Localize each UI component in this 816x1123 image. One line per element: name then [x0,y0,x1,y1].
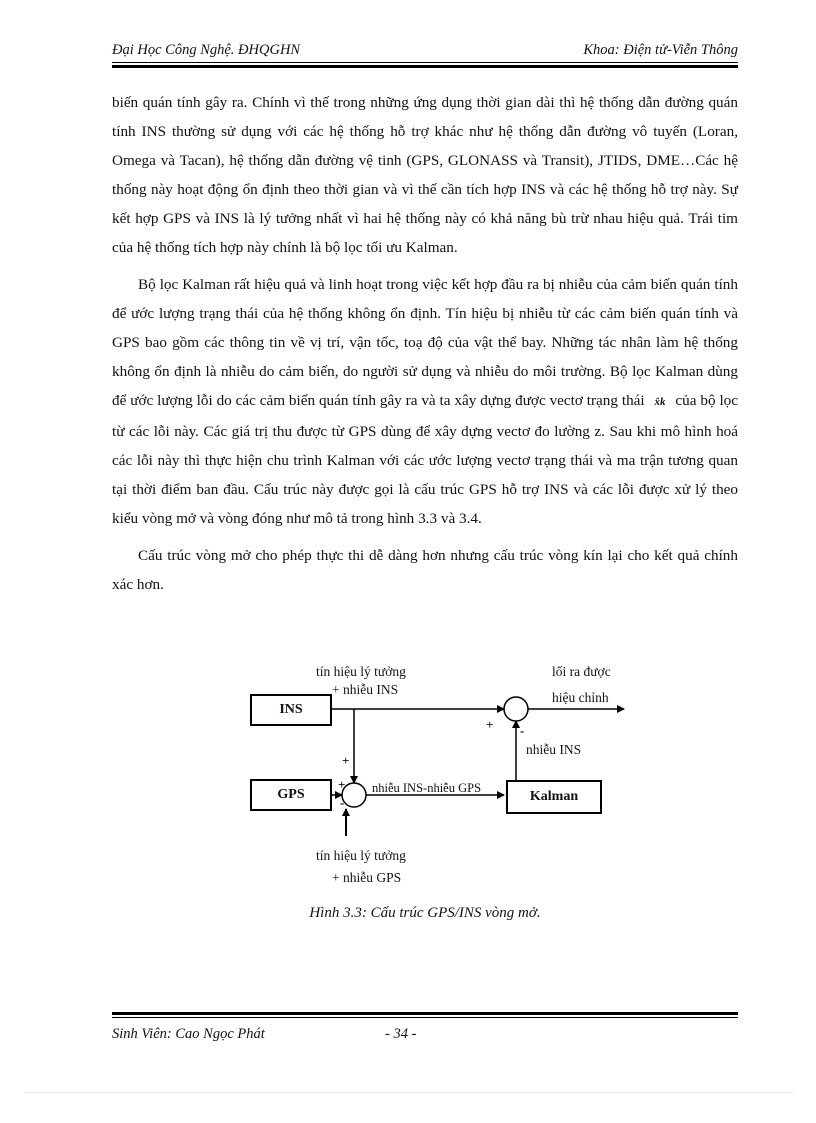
difference-label: nhiễu INS-nhiễu GPS [372,781,482,795]
page-edge-dotted [24,1092,794,1093]
paragraph-2-part-a: Bộ lọc Kalman rất hiệu quả và linh hoạt trong việc kết hợp đầu ra bị nhiễu của cảm biến quán tính để ước lượng trạng thái của hệ thống không ổn định. Tín hiệu bị nhiễu từ các cảm biến quán tính và GPS bao gồm các thông tin về vị trí, vận tốc, toạ độ của vật thể bay. Những tác nhân làm hệ thống không ổn định là nhiễu do cảm biến, do người sử dụng và nhiễu do môi trường. Bộ lọc Kalman dùng để ước lượng lỗi do các cảm biến quán tính gây ra và ta xây dựng được vectơ trạng thái [112,276,738,409]
footer-rule-thick [112,1012,738,1015]
page-header [112,40,738,60]
paragraph-2-part-b: của bộ lọc từ các lỗi này. Các giá trị thu được từ GPS dùng để xây dựng vectơ đo lường z. Sau khi mô hình hoá các lỗi này thì thực hiện chu trình Kalman với các ước lượng vectơ trạng thái và ma trận tương quan tại thời điểm ban đầu. Cấu trúc này được gọi là cấu trúc GPS hỗ trợ INS và các lỗi được xử lý theo kiểu vòng mở và vòng đóng như mô tả trong hình 3.3 và 3.4. [112,392,739,527]
footer-student: Sinh Viên: Cao Ngọc Phát [112,1026,265,1042]
output-label-2: hiệu chỉnh [552,690,609,705]
footer-rule-thin [112,1017,738,1018]
paragraph-2 [112,270,738,533]
figure-caption: Hình 3.3: Cấu trúc GPS/INS vòng mở. [309,905,541,921]
header-faculty: Khoa: Điện tử-Viễn Thông [583,42,738,58]
gps-signal-label-1: tín hiệu lý tưởng [316,848,406,863]
header-university: Đại Học Công Nghệ. ĐHQGHN [112,42,301,58]
header-rule-thin [112,62,738,63]
sign-plus-output: + [486,717,494,732]
header-rule-thick [112,65,738,68]
ins-signal-label-1: tín hiệu lý tưởng [316,664,406,679]
ins-noise-label: nhiễu INS [526,742,582,757]
gps-box: GPS [250,779,332,811]
sign-plus-branch: + [342,753,350,768]
ins-box: INS [250,694,332,726]
gps-signal-label-2: + nhiễu GPS [332,870,402,885]
diagram-connectors [236,650,636,900]
sign-plus-gps: + [338,777,346,792]
sign-minus-gps: - [340,795,345,810]
kalman-box: Kalman [506,780,602,814]
state-vector-symbol: x̂k [654,396,666,408]
output-summing-junction [504,697,528,721]
output-label-1: lối ra được [552,664,611,679]
sign-minus-output: - [520,723,525,738]
body-text [112,88,738,599]
difference-summing-junction [342,783,366,807]
paragraph-1: biến quán tính gây ra. Chính vì thế trong những ứng dụng thời gian dài thì hệ thống dẫn đường quán tính INS thường sử dụng với các hệ thống hỗ trợ khác như hệ thống dẫn đường vô tuyến (Loran, Omega và Tacan), hệ thống dẫn đường vệ tinh (GPS, GLONASS và Transit), JTIDS, DME…Các hệ thống này hoạt động ổn định theo thời gian và vì thế cần tích hợp INS và các hệ thống hỗ trợ này. Sự kết hợp GPS và INS là lý tưởng nhất vì hai hệ thống này có khả năng bù trừ nhau hiệu quả. Trái tim của hệ thống tích hợp này chính là bộ lọc tối ưu Kalman. [112,94,738,256]
page-number: - 34 - [385,1026,417,1042]
paragraph-3: Cấu trúc vòng mở cho phép thực thi dễ dàng hơn nhưng cấu trúc vòng kín lại cho kết quả chính xác hơn. [112,547,738,593]
ins-signal-label-2: + nhiễu INS [332,682,399,697]
open-loop-diagram [236,650,636,900]
